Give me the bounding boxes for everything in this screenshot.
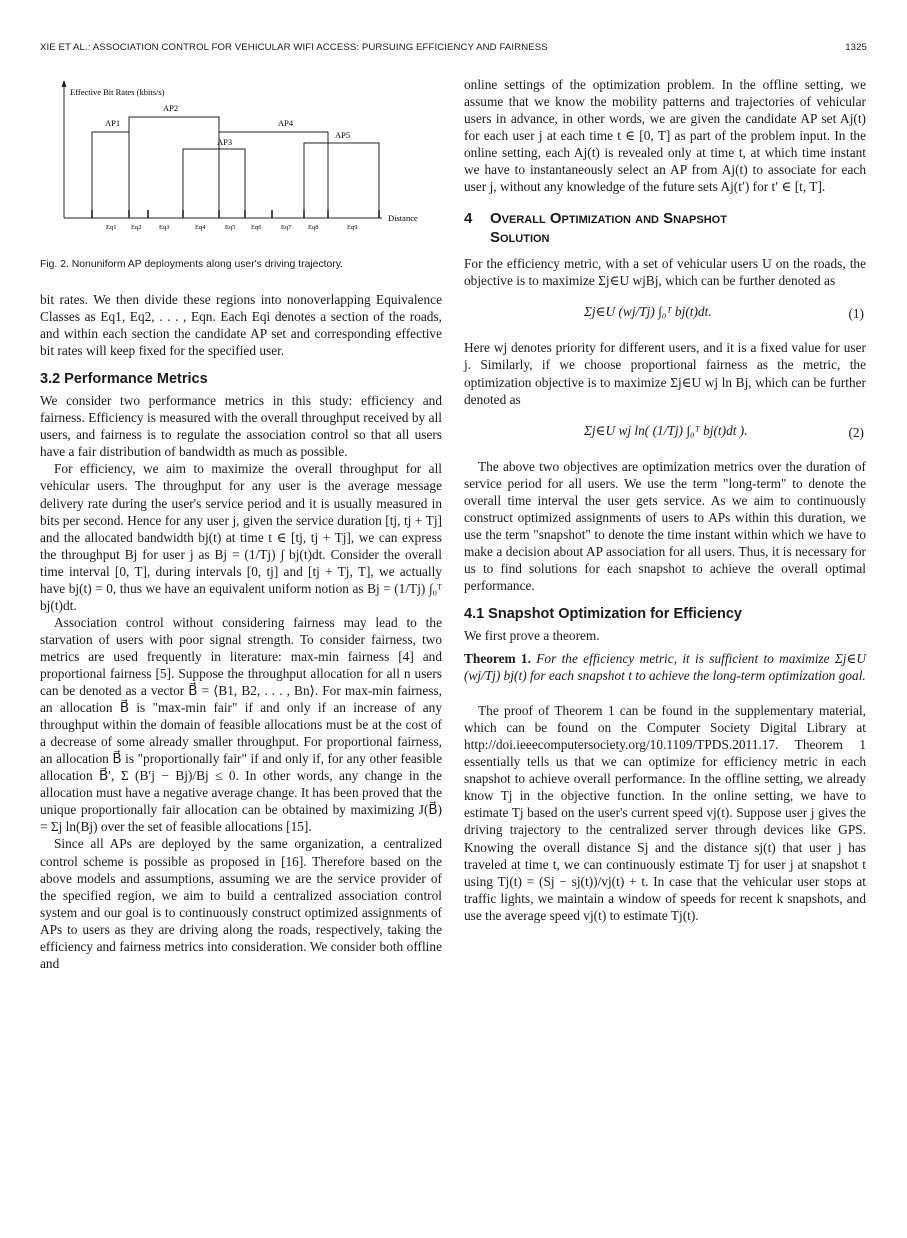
paragraph: online settings of the optimization problem. In the offline setting, we assume that we know the mobility patterns and trajectories of vehicular users in advance, in other words, we are given the candidate AP set Aj(t) for each user j at each time t ∈ [0, T] as part of the problem input. In the online setting, each Aj(t) is revealed only at time t, at which time instant we have to instantaneously select an AP from Aj(t) to associate for each user j, without any knowledge of the future sets Aj(t′) for t′ ∈ [t, T].: [464, 77, 866, 195]
y-axis-arrow: [62, 80, 67, 87]
ap3-coverage: [183, 149, 245, 218]
figure-caption: Fig. 2. Nonuniform AP deployments along user's driving trajectory.: [40, 259, 344, 270]
section-number: 4: [464, 210, 473, 228]
section-heading-4-1: 4.1 Snapshot Optimization for Efficiency: [464, 605, 742, 622]
section-title-line1: Overall Optimization and Snapshot: [490, 210, 727, 228]
equation-2-number: (2): [848, 424, 864, 440]
equation-1-number: (1): [848, 306, 864, 322]
left-column: [40, 76, 442, 972]
ap2-coverage: [129, 117, 219, 218]
eq4-label: Eq4: [195, 224, 206, 231]
paragraph: The proof of Theorem 1 can be found in the supplementary material, which can be found on the Computer Society Digital Library at http://doi.ieeecomputersociety.org/10.1109/TPDS.2011.17. Theorem 1 essentially tells us that we can optimize for efficiency metric in each snapshot to achieve overall performance. In the offline setting, we already know Tj in the objective function. In the online setting, we have to estimate Tj based on the user's current speed vj(t). Suppose user j gives the driving trajectory to the centralized server through devices like GPS. Knowing the overall distance Sj and the distance sj(t) that user j has traveled at time t, we can continuously estimate Tj for user j at snapshot t using Tj(t) = (Sj − sj(t))/vj(t) + t. In case that the vehicular user stops at traffic lights, we maintain a window of speeds for recent k snapshots, and use the average speed vj(t) to estimate Tj(t).: [464, 703, 866, 923]
theorem-1: [464, 650, 866, 684]
equation-1: [464, 295, 866, 333]
ap4-label: AP4: [278, 118, 294, 128]
ap-deployment-diagram: [40, 76, 442, 236]
eq3-label: Eq3: [159, 224, 170, 231]
eq9-label: Eq9: [347, 224, 358, 231]
eq6-label: Eq6: [251, 224, 262, 231]
ap1-coverage: [92, 132, 129, 218]
section-title-line2: Solution: [490, 229, 550, 247]
running-title: XIE ET AL.: ASSOCIATION CONTROL FOR VEHICULAR WIFI ACCESS: PURSUING EFFICIENCY AND FAIRNESS: [40, 42, 548, 53]
page-number: 1325: [845, 42, 867, 53]
ap3-label: AP3: [217, 137, 233, 147]
equation-2: [464, 414, 866, 452]
paragraph: For the efficiency metric, with a set of vehicular users U on the roads, the objective is to maximize Σj∈U wjBj, which can be further denoted as: [464, 256, 866, 289]
paragraph: Association control without considering fairness may lead to the starvation of users with poor signal strength. To consider fairness, two metrics are used frequently in literature: max-min fairness [4] and proportional fairness [5]. Suppose the throughput allocation for all n users can be denoted as a vector B⃗ = ⟨B1, B2, . . . , Bn⟩. For max-min fairness, an allocation B⃗ is "max-min fair" if and only if an increase of any throughput within the domain of feasible allocations must be at the cost of a decrease of some already smaller throughput. For proportional fairness, an allocation B⃗ is "proportionally fair" if and only if, for any other feasible allocation B⃗′, Σ (B′j − Bj)/Bj ≤ 0. In other words, any change in the allocation must have a negative average change. It has been proved that the unique proportionally fair allocation can be obtained by maximizing J(B⃗) = Σj ln(Bj) over the set of feasible allocations [15].: [40, 614, 442, 835]
paragraph: Since all APs are deployed by the same organization, a centralized control scheme is possible as proposed in [16]. Therefore based on the above models and assumptions, assuming we are the service provider of the specified region, we aim to build a centralized association control system and our goal is to continuously construct optimized assignments of APs to users as they are driving along the roads, respectively, taking the efficiency and fairness metrics into consideration. We consider both offline and: [40, 836, 442, 971]
ap5-coverage: [304, 143, 379, 218]
paragraph: We consider two performance metrics in this study: efficiency and fairness. Efficiency is measured with the overall throughput received by all users, and fairness is to regulate the association control so that all users have a fair distribution of bandwidth as much as possible.: [40, 393, 442, 460]
boundary-ticks: [92, 210, 379, 218]
ap5-label: AP5: [335, 130, 351, 140]
equation-2-body: Σj∈U wj ln( (1/Tj) ∫₀ᵀ bj(t)dt ).: [584, 422, 748, 438]
paragraph: The above two objectives are optimization metrics over the duration of service period for all users. We use the term "long-term" to denote the overall time interval the user gets service. As we aim to continuously construct optimized assignments of users to APs within this duration, we use the term "snapshot" to denote the time instant within which we have to make a decision about AP association for all users. Thus, it is necessary for us to find solutions for each snapshot to achieve the overall optimal performance.: [464, 458, 866, 593]
ap4-coverage: [219, 132, 328, 218]
ap1-label: AP1: [105, 118, 121, 128]
eq1-label: Eq1: [106, 224, 117, 231]
section-heading-3-2: 3.2 Performance Metrics: [40, 371, 208, 388]
equation-1-body: Σj∈U (wj/Tj) ∫₀ᵀ bj(t)dt.: [584, 304, 712, 320]
right-column: [464, 76, 866, 924]
paragraph: bit rates. We then divide these regions into nonoverlapping Equivalence Classes as Eq1, Eq2, . . . , Eqn. Each Eqi denotes a section of the roads, and within each section the candidate AP set and corresponding effective bit rates will keep fixed for the specified user.: [40, 292, 442, 359]
eq7-label: Eq7: [281, 224, 292, 231]
eq2-label: Eq2: [131, 224, 142, 231]
eq5-label: Eq5: [225, 224, 236, 231]
paragraph: Here wj denotes priority for different users, and it is a fixed value for user j. Similarly, if we choose proportional fairness as the metric, the optimization objective is to maximize Σj∈U wj ln Bj, which can be further denoted as: [464, 340, 866, 407]
theorem-text: For the efficiency metric, it is sufficient to maximize Σj∈U (wj/Tj) bj(t) for each snapshot t to achieve the long-term optimization goal.: [464, 651, 866, 684]
y-axis-label: Effective Bit Rates (kbits/s): [70, 87, 165, 97]
paragraph: We first prove a theorem.: [464, 627, 600, 643]
eq-labels: [106, 224, 357, 231]
running-header: [40, 42, 867, 58]
theorem-label: Theorem 1.: [464, 651, 531, 667]
x-axis-label: Distance: [388, 213, 418, 223]
eq8-label: Eq8: [308, 224, 319, 231]
paragraph: For efficiency, we aim to maximize the overall throughput for all vehicular users. The throughput for any user is the average message delivery rate during the user's service period and it is usually measured in bits per second. Hence for any user j, given the service duration [tj, tj + Tj] and the allocated bandwidth bj(t) at time t ∈ [tj, tj + Tj], we can express the throughput Bj for user j as Bj = (1/Tj) ∫ bj(t)dt. Consider the overall time interval [0, T], during intervals [0, tj] and [tj + Tj, T], we actually have bj(t) = 0, thus we have an equivalent uniform notion as Bj = (1/Tj) ∫₀ᵀ bj(t)dt.: [40, 461, 442, 613]
ap2-label: AP2: [163, 103, 179, 113]
figure-2: [40, 76, 442, 236]
section-heading-4: [464, 209, 866, 247]
